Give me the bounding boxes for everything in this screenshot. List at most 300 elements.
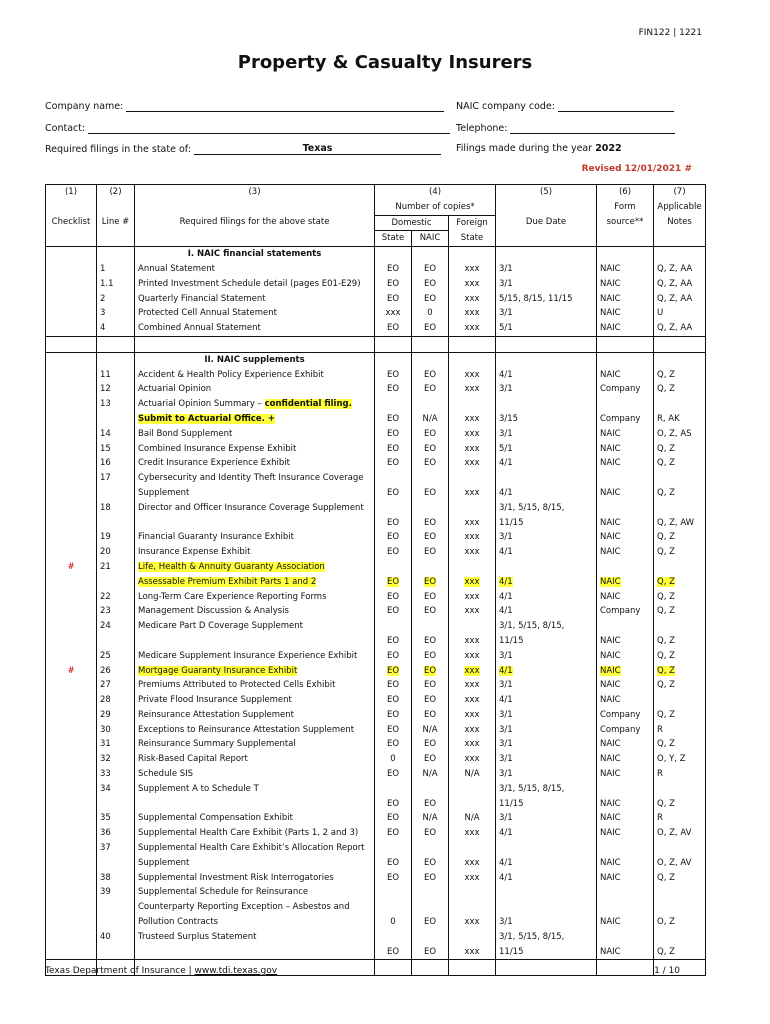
form-source	[597, 560, 654, 575]
copies-cell: N/A	[412, 412, 449, 427]
copies-cell: EO	[412, 486, 449, 501]
copies-cell	[449, 619, 496, 634]
line-number: 39	[97, 885, 135, 900]
table-row	[46, 900, 706, 915]
company-name-field[interactable]: Company name:	[45, 100, 444, 112]
line-number: 32	[97, 752, 135, 767]
checklist-cell[interactable]	[46, 590, 97, 605]
checklist-cell[interactable]	[46, 723, 97, 738]
applicable-notes	[654, 471, 706, 486]
checklist-cell[interactable]	[46, 885, 97, 900]
due-date: 4/1	[496, 826, 597, 841]
table-row	[46, 292, 706, 307]
copies-cell	[375, 782, 412, 797]
filing-name: Life, Health & Annuity Guaranty Association	[135, 560, 375, 575]
line-number: 4	[97, 321, 135, 336]
due-date: 4/1	[496, 604, 597, 619]
line-number: 37	[97, 841, 135, 856]
table-row	[46, 560, 706, 575]
due-date: 3/1	[496, 678, 597, 693]
applicable-notes	[654, 619, 706, 634]
copies-cell: EO	[412, 678, 449, 693]
contact-field[interactable]: Contact:	[45, 122, 450, 134]
copies-cell	[412, 900, 449, 915]
table-row	[46, 516, 706, 531]
form-source	[597, 619, 654, 634]
due-date: 4/1	[496, 368, 597, 383]
checklist-cell[interactable]	[46, 767, 97, 782]
copies-cell: EO	[375, 693, 412, 708]
copies-cell: EO	[375, 737, 412, 752]
filing-name: Risk-Based Capital Report	[135, 752, 375, 767]
form-source: NAIC	[597, 292, 654, 307]
copies-cell: xxx	[449, 306, 496, 321]
checklist-cell[interactable]	[46, 368, 97, 383]
form-source: Company	[597, 708, 654, 723]
table-row	[46, 664, 706, 679]
form-source	[597, 841, 654, 856]
checklist-cell[interactable]	[46, 397, 97, 412]
copies-cell: xxx	[449, 412, 496, 427]
applicable-notes: R	[654, 811, 706, 826]
due-date: 4/1	[496, 486, 597, 501]
filing-name: Pollution Contracts	[135, 915, 375, 930]
line-number	[97, 516, 135, 531]
filing-name: Actuarial Opinion	[135, 382, 375, 397]
table-row	[46, 885, 706, 900]
checklist-cell[interactable]	[46, 841, 97, 856]
checklist-cell[interactable]	[46, 678, 97, 693]
table-row	[46, 826, 706, 841]
copies-cell: EO	[375, 945, 412, 960]
checklist-cell[interactable]	[46, 634, 97, 649]
applicable-notes: Q, Z	[654, 368, 706, 383]
applicable-notes	[654, 560, 706, 575]
copies-cell: xxx	[449, 530, 496, 545]
due-date: 5/1	[496, 321, 597, 336]
form-source: NAIC	[597, 277, 654, 292]
copies-cell: xxx	[449, 277, 496, 292]
copies-cell: EO	[375, 427, 412, 442]
copies-cell: xxx	[449, 752, 496, 767]
filing-name: Reinsurance Summary Supplemental	[135, 737, 375, 752]
filing-name: Private Flood Insurance Supplement	[135, 693, 375, 708]
filing-name: Printed Investment Schedule detail (pages E01-E29)	[135, 277, 375, 292]
table-row	[46, 871, 706, 886]
form-source: NAIC	[597, 871, 654, 886]
form-source: NAIC	[597, 530, 654, 545]
applicable-notes: Q, Z	[654, 664, 706, 679]
copies-cell: EO	[375, 456, 412, 471]
filing-name: Supplemental Health Care Exhibit’s Allocation Report	[135, 841, 375, 856]
form-source	[597, 397, 654, 412]
copies-cell: EO	[375, 649, 412, 664]
filing-name: Supplement A to Schedule T	[135, 782, 375, 797]
copies-cell: EO	[375, 811, 412, 826]
table-row	[46, 277, 706, 292]
line-number: 18	[97, 501, 135, 516]
copies-cell: EO	[375, 292, 412, 307]
filing-name: Combined Insurance Expense Exhibit	[135, 442, 375, 457]
line-number: 13	[97, 397, 135, 412]
line-number: 25	[97, 649, 135, 664]
checklist-cell[interactable]	[46, 427, 97, 442]
applicable-notes: Q, Z, AW	[654, 516, 706, 531]
table-row	[46, 649, 706, 664]
checklist-cell[interactable]	[46, 930, 97, 945]
applicable-notes: Q, Z, AA	[654, 277, 706, 292]
copies-cell: EO	[375, 604, 412, 619]
copies-cell	[412, 841, 449, 856]
applicable-notes: Q, Z, AA	[654, 321, 706, 336]
table-row	[46, 397, 706, 412]
line-number: 22	[97, 590, 135, 605]
copies-cell: EO	[412, 590, 449, 605]
applicable-notes: R	[654, 767, 706, 782]
due-date	[496, 471, 597, 486]
filing-name	[135, 797, 375, 812]
table-row	[46, 575, 706, 590]
due-date: 4/1	[496, 456, 597, 471]
filing-name: Annual Statement	[135, 262, 375, 277]
line-number	[97, 797, 135, 812]
doc-code: FIN122 | 1221	[638, 28, 702, 38]
line-number: 1	[97, 262, 135, 277]
table-row	[46, 368, 706, 383]
copies-cell: N/A	[412, 767, 449, 782]
form-source: NAIC	[597, 752, 654, 767]
copies-cell: xxx	[449, 871, 496, 886]
copies-cell: EO	[412, 737, 449, 752]
checklist-cell[interactable]	[46, 412, 97, 427]
telephone-field[interactable]: Telephone:	[456, 122, 675, 134]
applicable-notes: Q, Z	[654, 456, 706, 471]
line-number: 2	[97, 292, 135, 307]
table-row	[46, 737, 706, 752]
table-row	[46, 262, 706, 277]
form-source: NAIC	[597, 915, 654, 930]
checklist-cell[interactable]	[46, 486, 97, 501]
copies-cell: EO	[375, 856, 412, 871]
applicable-notes	[654, 397, 706, 412]
table-row	[46, 767, 706, 782]
copies-cell: EO	[412, 262, 449, 277]
applicable-notes: Q, Z	[654, 871, 706, 886]
line-number: 36	[97, 826, 135, 841]
due-date: 3/1	[496, 767, 597, 782]
filing-name: Counterparty Reporting Exception – Asbestos and	[135, 900, 375, 915]
table-row	[46, 456, 706, 471]
line-number: 23	[97, 604, 135, 619]
year-field: Filings made during the year 2022	[456, 143, 622, 154]
filing-name	[135, 945, 375, 960]
due-date: 3/1	[496, 752, 597, 767]
due-date: 3/1, 5/15, 8/15,	[496, 930, 597, 945]
table-row	[46, 619, 706, 634]
checklist-cell[interactable]	[46, 262, 97, 277]
copies-cell	[375, 841, 412, 856]
line-number	[97, 900, 135, 915]
copies-cell: EO	[412, 915, 449, 930]
form-source: NAIC	[597, 797, 654, 812]
copies-cell: EO	[375, 545, 412, 560]
copies-cell	[412, 885, 449, 900]
checklist-cell[interactable]	[46, 442, 97, 457]
checklist-cell[interactable]	[46, 382, 97, 397]
line-number	[97, 945, 135, 960]
line-number: 19	[97, 530, 135, 545]
applicable-notes	[654, 501, 706, 516]
copies-cell: EO	[412, 856, 449, 871]
copies-cell: EO	[412, 945, 449, 960]
copies-cell: EO	[412, 442, 449, 457]
due-date: 3/1	[496, 737, 597, 752]
line-number: 40	[97, 930, 135, 945]
table-row	[46, 930, 706, 945]
form-source: NAIC	[597, 486, 654, 501]
copies-cell: EO	[375, 368, 412, 383]
checklist-cell[interactable]	[46, 826, 97, 841]
checklist-cell[interactable]	[46, 277, 97, 292]
table-row	[46, 752, 706, 767]
table-row	[46, 382, 706, 397]
applicable-notes: Q, Z	[654, 545, 706, 560]
due-date: 11/15	[496, 516, 597, 531]
copies-cell: N/A	[412, 811, 449, 826]
applicable-notes: Q, Z	[654, 737, 706, 752]
copies-cell: EO	[412, 871, 449, 886]
due-date: 4/1	[496, 590, 597, 605]
filing-name: Supplemental Health Care Exhibit (Parts 1, 2 and 3)	[135, 826, 375, 841]
table-row	[46, 841, 706, 856]
copies-cell: xxx	[449, 708, 496, 723]
table-row	[46, 530, 706, 545]
due-date: 3/1, 5/15, 8/15,	[496, 782, 597, 797]
checklist-cell[interactable]	[46, 811, 97, 826]
form-source: NAIC	[597, 442, 654, 457]
checklist-cell[interactable]	[46, 545, 97, 560]
due-date: 4/1	[496, 664, 597, 679]
line-number: 26	[97, 664, 135, 679]
checklist-cell[interactable]: #	[46, 664, 97, 679]
due-date: 11/15	[496, 945, 597, 960]
due-date	[496, 900, 597, 915]
due-date: 4/1	[496, 856, 597, 871]
copies-cell: EO	[375, 530, 412, 545]
copies-cell	[375, 885, 412, 900]
copies-cell: xxx	[449, 456, 496, 471]
table-row	[46, 412, 706, 427]
line-number: 31	[97, 737, 135, 752]
checklist-cell[interactable]	[46, 708, 97, 723]
copies-cell: EO	[375, 723, 412, 738]
checklist-cell[interactable]	[46, 292, 97, 307]
copies-cell	[412, 397, 449, 412]
table-row	[46, 545, 706, 560]
copies-cell: EO	[412, 826, 449, 841]
line-number: 16	[97, 456, 135, 471]
due-date: 3/1	[496, 723, 597, 738]
applicable-notes: R	[654, 723, 706, 738]
line-number	[97, 575, 135, 590]
line-number	[97, 915, 135, 930]
checklist-cell[interactable]	[46, 797, 97, 812]
line-number: 20	[97, 545, 135, 560]
line-number	[97, 634, 135, 649]
filing-name: Director and Officer Insurance Coverage Supplement	[135, 501, 375, 516]
table-row	[46, 321, 706, 336]
filing-name: Quarterly Financial Statement	[135, 292, 375, 307]
checklist-cell[interactable]	[46, 649, 97, 664]
copies-cell	[449, 397, 496, 412]
form-source	[597, 501, 654, 516]
applicable-notes: Q, Z	[654, 945, 706, 960]
copies-cell	[375, 560, 412, 575]
copies-cell	[449, 885, 496, 900]
table-row	[46, 811, 706, 826]
form-source: NAIC	[597, 811, 654, 826]
table-row	[46, 427, 706, 442]
checklist-cell[interactable]	[46, 456, 97, 471]
state-field[interactable]: Required filings in the state of: Texas	[45, 143, 441, 155]
form-source: NAIC	[597, 306, 654, 321]
due-date: 5/1	[496, 442, 597, 457]
checklist-cell[interactable]	[46, 619, 97, 634]
copies-cell: xxx	[449, 382, 496, 397]
copies-cell: EO	[412, 530, 449, 545]
form-source: NAIC	[597, 321, 654, 336]
copies-cell: EO	[375, 321, 412, 336]
naic-code-field[interactable]: NAIC company code:	[456, 100, 674, 112]
checklist-cell[interactable]	[46, 737, 97, 752]
due-date: 3/1	[496, 811, 597, 826]
due-date	[496, 841, 597, 856]
checklist-cell[interactable]	[46, 306, 97, 321]
line-number: 21	[97, 560, 135, 575]
applicable-notes: R, AK	[654, 412, 706, 427]
checklist-cell[interactable]	[46, 693, 97, 708]
table-row	[46, 471, 706, 486]
due-date: 3/1	[496, 382, 597, 397]
copies-cell: 0	[375, 752, 412, 767]
copies-cell	[449, 782, 496, 797]
checklist-cell[interactable]	[46, 575, 97, 590]
form-source: NAIC	[597, 856, 654, 871]
applicable-notes	[654, 841, 706, 856]
applicable-notes: Q, Z, AA	[654, 262, 706, 277]
copies-cell: xxx	[449, 442, 496, 457]
due-date: 11/15	[496, 634, 597, 649]
filing-name: Management Discussion & Analysis	[135, 604, 375, 619]
copies-cell: xxx	[449, 737, 496, 752]
form-source: Company	[597, 412, 654, 427]
checklist-cell[interactable]	[46, 900, 97, 915]
table-row	[46, 723, 706, 738]
copies-cell: EO	[375, 708, 412, 723]
line-number	[97, 856, 135, 871]
copies-cell: EO	[375, 826, 412, 841]
due-date: 3/15	[496, 412, 597, 427]
copies-cell: EO	[375, 277, 412, 292]
due-date: 3/1	[496, 530, 597, 545]
checklist-cell[interactable]: #	[46, 560, 97, 575]
applicable-notes	[654, 782, 706, 797]
copies-cell	[449, 471, 496, 486]
copies-cell: N/A	[449, 811, 496, 826]
filing-name: Supplemental Compensation Exhibit	[135, 811, 375, 826]
checklist-cell[interactable]	[46, 321, 97, 336]
copies-cell: xxx	[449, 486, 496, 501]
copies-cell: xxx	[449, 678, 496, 693]
filing-name: Financial Guaranty Insurance Exhibit	[135, 530, 375, 545]
copies-cell: EO	[412, 649, 449, 664]
checklist-cell[interactable]	[46, 501, 97, 516]
copies-cell: xxx	[449, 575, 496, 590]
line-number: 33	[97, 767, 135, 782]
checklist-cell[interactable]	[46, 945, 97, 960]
tdi-link[interactable]: www.tdi.texas.gov	[194, 966, 278, 976]
copies-cell: xxx	[449, 545, 496, 560]
copies-cell	[375, 397, 412, 412]
checklist-cell[interactable]	[46, 856, 97, 871]
checklist-cell[interactable]	[46, 915, 97, 930]
section-heading: I. NAIC financial statements	[135, 247, 375, 262]
copies-cell	[375, 619, 412, 634]
applicable-notes	[654, 930, 706, 945]
applicable-notes: U	[654, 306, 706, 321]
checklist-cell[interactable]	[46, 530, 97, 545]
due-date	[496, 885, 597, 900]
checklist-cell[interactable]	[46, 471, 97, 486]
form-source	[597, 782, 654, 797]
form-source: NAIC	[597, 678, 654, 693]
due-date: 3/1	[496, 427, 597, 442]
checklist-cell[interactable]	[46, 782, 97, 797]
filings-table: (1) (2) (3) (4) (5) (6) (7) Number of copies* Form Applicable Checklist Line # Required filings for the above state Domestic Foreign Due Date source** Notes State NAIC State I. NAIC financial statements 1 Annual Statement EO EO xxx 3/1 NAIC Q, Z, AA 1.1 Printed Investment Schedule detail (pages E01-E29) EO EO xxx 3/1 NAIC Q, Z, AA 2 Quarterly Financial Statement EO EO xxx 5/15, 8/15, 11/15 NAIC Q, Z, AA 3 Protected Cell Annual Statement xxx 0 xxx 3/1 NAIC U 4 Combined Annual Statement EO EO xxx 5/1 NAIC Q, Z, AA II. NAIC supplements 11 Accident & Health Policy Experience Exhibit EO EO xxx 4/1 NAIC Q, Z 12 Actuarial Opinion EO EO xxx 3/1 Company Q, Z 13 Actuarial Opinion Summary – confidential filing. Submit to Actuarial Office. + EO N/A xxx 3/15 Company R, AK 14 Bail Bond Supplement EO EO xxx 3/1 NAIC O, Z, AS 15 Combined Insurance Expense Exhibit EO EO xxx 5/1 NAIC Q, Z 16 Credit Insurance Experience Exhibit EO EO xxx 4/1 NAIC Q, Z 17 Cybersecurity and Identity Theft Insurance Coverage Supplement EO EO xxx 4/1 NAIC Q, Z 18 Director and Officer Insurance Coverage Supplement 3/1, 5/15, 8/15, EO EO xxx 11/15 NAIC Q, Z, AW 19 Financial Guaranty Insurance Exhibit EO EO xxx 3/1 NAIC Q, Z 20 Insurance Expense Exhibit EO EO xxx 4/1 NAIC Q, Z # 21 Life, Health & Annuity Guaranty Association Assessable Premium Exhibit Parts 1 and 2 EO EO xxx 4/1 NAIC Q, Z 22 Long-Term Care Experience Reporting Forms EO EO xxx 4/1 NAIC Q, Z 23 Management Discussion & Analysis EO EO xxx 4/1 Company Q, Z 24 Medicare Part D Coverage Supplement 3/1, 5/15, 8/15, EO EO xxx 11/15 NAIC Q, Z 25 Medicare Supplement Insurance Experience Exhibit EO EO xxx 3/1 NAIC Q, Z # 26 Mortgage Guaranty Insurance Exhibit EO EO xxx 4/1 NAIC Q, Z 27 Premiums Attributed to Protected Cells Exhibit EO EO xxx 3/1 NAIC Q, Z 28 Private Flood Insurance Supplement EO EO xxx 4/1 NAIC 29 Reinsurance Attestation Supplement EO EO xxx 3/1 Company Q, Z 30 Exceptions to Reinsurance Attestation Supplement EO N/A xxx 3/1 Company R 31 Reinsurance Summary Supplemental EO EO xxx 3/1 NAIC Q, Z 32 Risk-Based Capital Report 0 EO xxx 3/1 NAIC O, Y, Z 33 Schedule SIS EO N/A N/A 3/1 NAIC R 34 Supplement A to Schedule T 3/1, 5/15, 8/15, EO EO 11/15 NAIC Q, Z 35 Supplemental Compensation Exhibit EO N/A N/A 3/1 NAIC R 36 Supplemental Health Care Exhibit (Parts 1, 2 and 3) EO EO xxx 4/1 NAIC O, Z, AV 37 Supplemental Health Care Exhibit’s Allocation Report Supplement EO EO xxx 4/1 NAIC O, Z, AV 38 Supplemental Investment Risk Interrogatories EO EO xxx 4/1 NAIC Q, Z 39 Supplemental Schedule for Reinsurance Counterparty Reporting Exception – Asbestos and Pollution Contracts 0 EO xxx 3/1 NAIC O, Z 40 Trusteed Surplus Statement 3/1, 5/15, 8/15, EO EO xxx 11/15 NAIC Q, Z	[45, 184, 706, 976]
copies-cell: EO	[375, 871, 412, 886]
copies-cell	[375, 900, 412, 915]
copies-cell: EO	[375, 634, 412, 649]
revised-note: Revised 12/01/2021 #	[581, 164, 692, 174]
form-source	[597, 930, 654, 945]
checklist-cell[interactable]	[46, 752, 97, 767]
copies-cell: EO	[412, 752, 449, 767]
table-row	[46, 782, 706, 797]
state-value[interactable]: Texas	[194, 143, 441, 155]
filing-name: Credit Insurance Experience Exhibit	[135, 456, 375, 471]
form-source: NAIC	[597, 826, 654, 841]
checklist-cell[interactable]	[46, 871, 97, 886]
table-row	[46, 442, 706, 457]
form-source: NAIC	[597, 516, 654, 531]
copies-cell	[412, 471, 449, 486]
copies-cell: EO	[412, 708, 449, 723]
checklist-cell[interactable]	[46, 604, 97, 619]
filing-name: Supplement	[135, 486, 375, 501]
year-value: 2022	[595, 143, 622, 154]
form-source: NAIC	[597, 767, 654, 782]
line-number: 38	[97, 871, 135, 886]
checklist-cell[interactable]	[46, 516, 97, 531]
copies-cell	[412, 560, 449, 575]
copies-cell: N/A	[412, 723, 449, 738]
copies-cell	[449, 501, 496, 516]
form-source: Company	[597, 604, 654, 619]
form-source: NAIC	[597, 427, 654, 442]
line-number: 11	[97, 368, 135, 383]
line-number: 14	[97, 427, 135, 442]
filing-name: Bail Bond Supplement	[135, 427, 375, 442]
